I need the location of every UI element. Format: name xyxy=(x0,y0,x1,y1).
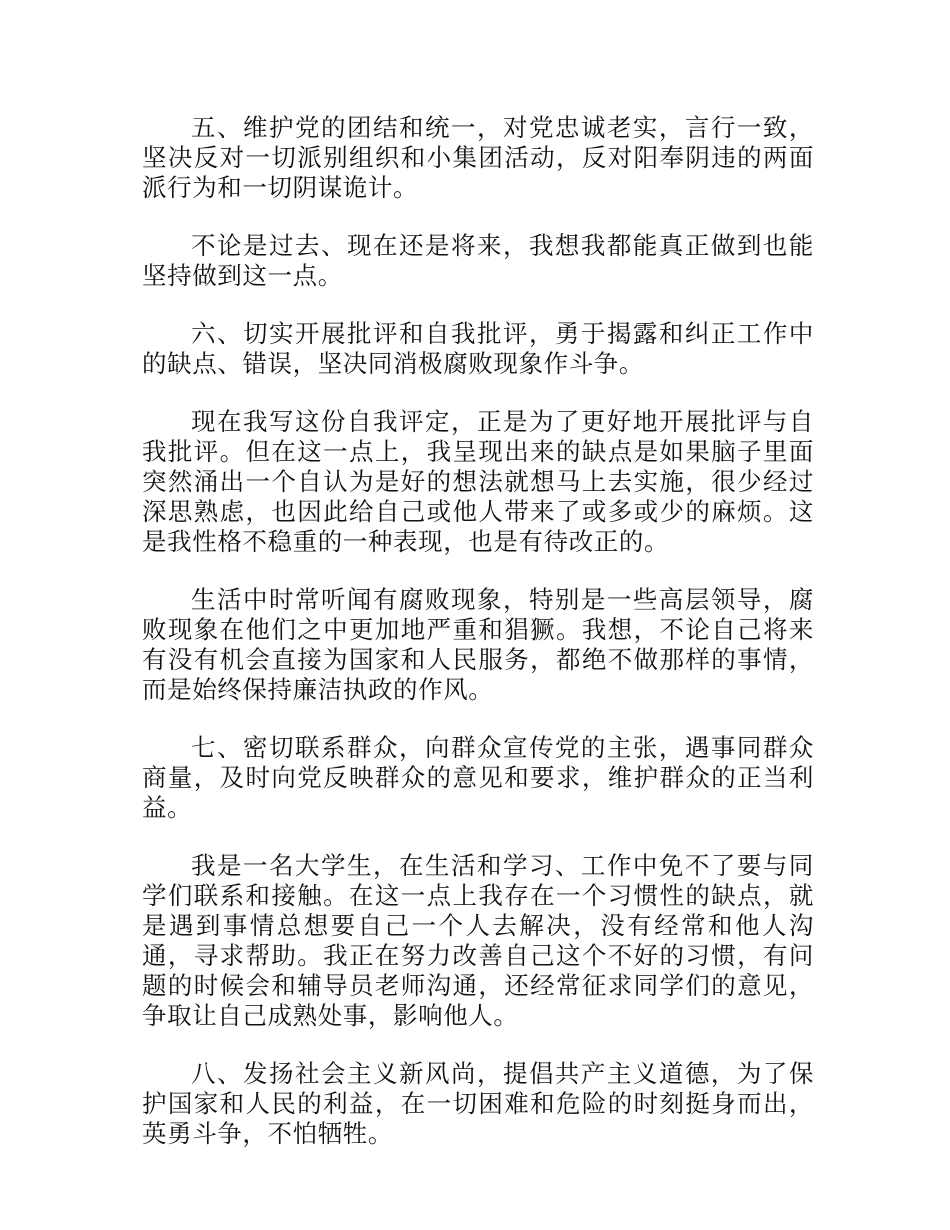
paragraph-reflection-six-b: 生活中时常听闻有腐败现象，特别是一些高层领导，腐败现象在他们之中更加地严重和猖獗。我想，不论自己将来有没有机会直接为国家和人民服务，都绝不做那样的事情，而是始终保持廉洁执政的作风。 xyxy=(142,585,814,704)
paragraph-reflection-six-a: 现在我写这份自我评定，正是为了更好地开展批评与自我批评。但在这一点上，我呈现出来的缺点是如果脑子里面突然涌出一个自认为是好的想法就想马上去实施，很少经过深思熟虑，也因此给自己或他人带来了或多或少的麻烦。这是我性格不稳重的一种表现，也是有待改正的。 xyxy=(142,407,814,556)
paragraph-point-eight: 八、发扬社会主义新风尚，提倡共产主义道德，为了保护国家和人民的利益，在一切困难和危险的时刻挺身而出，英勇斗争，不怕牺牲。 xyxy=(142,1059,814,1148)
paragraph-point-seven: 七、密切联系群众，向群众宣传党的主张，遇事同群众商量，及时向党反映群众的意见和要求，维护群众的正当利益。 xyxy=(142,733,814,822)
paragraph-reflection-seven: 我是一名大学生，在生活和学习、工作中免不了要与同学们联系和接触。在这一点上我存在一个习惯性的缺点，就是遇到事情总想要自己一个人去解决，没有经常和他人沟通，寻求帮助。我正在努力改善自己这个不好的习惯，有问题的时候会和辅导员老师沟通，还经常征求同学们的意见，争取让自己成熟处事，影响他人。 xyxy=(142,851,814,1030)
paragraph-reflection-five: 不论是过去、现在还是将来，我想我都能真正做到也能坚持做到这一点。 xyxy=(142,231,814,290)
paragraph-point-six: 六、切实开展批评和自我批评，勇于揭露和纠正工作中的缺点、错误，坚决同消极腐败现象作斗争。 xyxy=(142,319,814,378)
paragraph-point-five: 五、维护党的团结和统一，对党忠诚老实，言行一致，坚决反对一切派别组织和小集团活动，反对阳奉阴违的两面派行为和一切阴谋诡计。 xyxy=(142,113,814,202)
document-body xyxy=(142,113,814,1177)
